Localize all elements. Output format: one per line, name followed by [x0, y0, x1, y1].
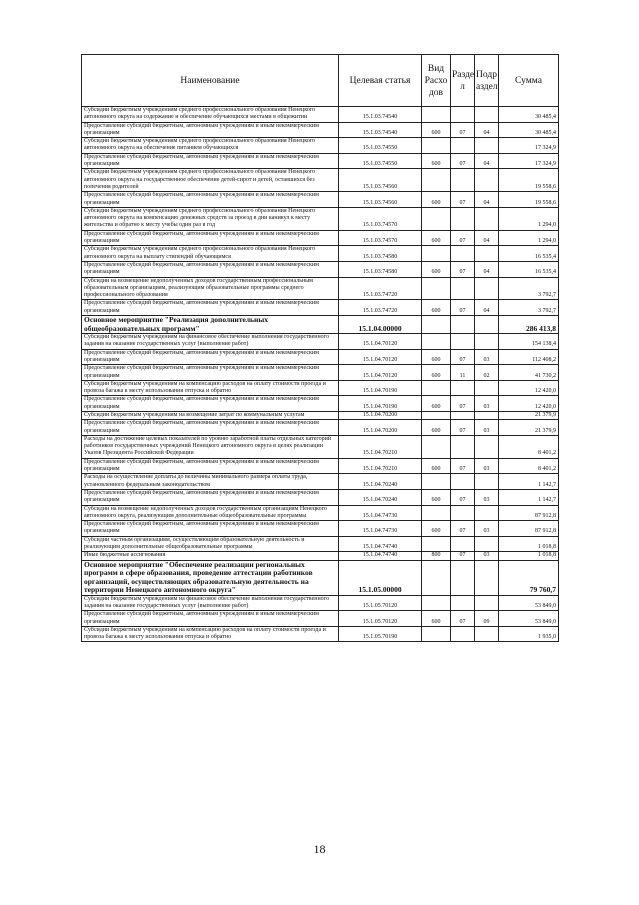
cell-expense-type: [422, 277, 451, 300]
cell-target-article: 15.1.03.74550: [339, 138, 422, 154]
cell-name: Субсидии бюджетным учреждениям на компенсацию расходов на оплату стоимости проезда и провоза багажа к месту использования отпуска и обратно: [82, 380, 339, 396]
cell-section: [451, 536, 475, 552]
cell-expense-type: [422, 207, 451, 230]
budget-table: [81, 54, 559, 642]
cell-section: [451, 277, 475, 300]
cell-subsection: [475, 380, 499, 396]
cell-expense-type: 600: [422, 230, 451, 246]
cell-target-article: 15.1.04.74730: [339, 521, 422, 537]
cell-target-article: 15.1.04.74740: [339, 552, 422, 560]
cell-expense-type: 800: [422, 552, 451, 560]
cell-target-article: 15.1.05.00000: [339, 560, 422, 595]
cell-target-article: 15.1.04.74740: [339, 536, 422, 552]
cell-section: [451, 107, 475, 123]
table-row: [82, 138, 559, 154]
header-section: Разде л: [451, 55, 475, 107]
cell-name: Субсидии бюджетным учреждениям среднего профессионального образования Ненецкого автономного округа на компенсацию денежных средств за проезд в дни каникул к месту жительства и обратно к месту учебы один раз в год: [82, 207, 339, 230]
cell-target-article: 15.1.03.74580: [339, 246, 422, 262]
cell-expense-type: 600: [422, 261, 451, 277]
header-name: Наименование: [82, 55, 339, 107]
cell-name: Субсидии бюджетным учреждениям на финансовое обеспечение выполнения государственного задания на оказание государственных услуг (выполнение работ): [82, 334, 339, 350]
cell-subsection: [475, 138, 499, 154]
cell-target-article: 15.1.03.74720: [339, 300, 422, 316]
cell-target-article: 15.1.04.70210: [339, 458, 422, 474]
table-row: [82, 396, 559, 412]
cell-target-article: 15.1.04.74730: [339, 505, 422, 521]
table-row: [82, 169, 559, 192]
cell-sum: 1 018,8: [499, 552, 559, 560]
cell-section: [451, 138, 475, 154]
cell-target-article: 15.1.03.74570: [339, 207, 422, 230]
header-expense-type: Вид Расхо дов: [422, 55, 451, 107]
cell-section: [451, 246, 475, 262]
cell-target-article: 15.1.05.70120: [339, 595, 422, 611]
cell-expense-type: [422, 626, 451, 642]
cell-target-article: 15.1.04.70120: [339, 349, 422, 365]
cell-subsection: [475, 277, 499, 300]
cell-expense-type: [422, 560, 451, 595]
cell-subsection: [475, 411, 499, 419]
cell-target-article: 15.1.03.74720: [339, 277, 422, 300]
cell-section: 07: [451, 396, 475, 412]
cell-name: Предоставление субсидий бюджетным, автономным учреждениям и иным некоммерческим организациям: [82, 153, 339, 169]
cell-expense-type: 600: [422, 458, 451, 474]
cell-expense-type: 600: [422, 521, 451, 537]
table-row: [82, 435, 559, 458]
cell-sum: 112 408,2: [499, 349, 559, 365]
table-row: [82, 489, 559, 505]
cell-name: Предоставление субсидий бюджетным, автономным учреждениям и иным некоммерческим организациям: [82, 122, 339, 138]
table-row: [82, 611, 559, 627]
cell-sum: 87 912,8: [499, 505, 559, 521]
cell-name: Предоставление субсидий бюджетным, автономным учреждениям и иным некоммерческим организациям: [82, 192, 339, 208]
cell-name: Основное мероприятие "Обеспечение реализации региональных программ в сфере образования, проведение аттестации работников организаций, осуществляющих образовательную деятельность на территории Ненецкого автономного округа": [82, 560, 339, 595]
cell-sum: 1 142,7: [499, 489, 559, 505]
cell-subsection: 03: [475, 349, 499, 365]
cell-name: Субсидии бюджетным учреждениям среднего профессионального образования Ненецкого автономного округа на выплату стипендий обучающимся: [82, 246, 339, 262]
cell-subsection: 03: [475, 552, 499, 560]
header-sum: Сумма: [499, 55, 559, 107]
cell-subsection: 02: [475, 365, 499, 381]
cell-sum: 8 401,2: [499, 458, 559, 474]
header-row: [82, 55, 559, 107]
cell-target-article: 15.1.04.00000: [339, 316, 422, 334]
cell-expense-type: [422, 474, 451, 490]
cell-sum: 17 324,9: [499, 153, 559, 169]
cell-name: Предоставление субсидий бюджетным, автономным учреждениям и иным некоммерческим организациям: [82, 489, 339, 505]
cell-expense-type: 600: [422, 489, 451, 505]
cell-sum: 1 935,0: [499, 626, 559, 642]
cell-name: Субсидии бюджетным учреждениям на финансовое обеспечение выполнения государственного задания на оказание государственных услуг (выполнение работ): [82, 595, 339, 611]
cell-subsection: [475, 169, 499, 192]
cell-subsection: [475, 536, 499, 552]
cell-section: 07: [451, 349, 475, 365]
cell-target-article: 15.1.04.70240: [339, 489, 422, 505]
table-row: [82, 153, 559, 169]
cell-sum: 19 558,6: [499, 192, 559, 208]
table-row: [82, 365, 559, 381]
table-row: [82, 595, 559, 611]
cell-expense-type: 600: [422, 349, 451, 365]
cell-target-article: 15.1.03.74570: [339, 230, 422, 246]
table-row: [82, 411, 559, 419]
cell-section: [451, 626, 475, 642]
table-row: [82, 300, 559, 316]
cell-sum: 21 379,9: [499, 420, 559, 436]
cell-name: Субсидии бюджетным учреждениям среднего профессионального образования Ненецкого автономного округа на обеспечение питанием обучающихся: [82, 138, 339, 154]
table-row: [82, 458, 559, 474]
cell-section: 07: [451, 300, 475, 316]
cell-target-article: 15.1.04.70200: [339, 420, 422, 436]
header-target-article: Целевая статья: [339, 55, 422, 107]
cell-target-article: 15.1.03.74560: [339, 169, 422, 192]
cell-subsection: 04: [475, 261, 499, 277]
cell-sum: 1 294,0: [499, 207, 559, 230]
cell-sum: 1 294,0: [499, 230, 559, 246]
table-row: [82, 505, 559, 521]
cell-expense-type: [422, 169, 451, 192]
table-body: [82, 107, 559, 642]
cell-target-article: 15.1.05.70190: [339, 626, 422, 642]
cell-name: Предоставление субсидий бюджетным, автономным учреждениям и иным некоммерческим организациям: [82, 300, 339, 316]
cell-expense-type: [422, 536, 451, 552]
cell-name: Предоставление субсидий бюджетным, автономным учреждениям и иным некоммерческим организациям: [82, 458, 339, 474]
cell-subsection: [475, 207, 499, 230]
table-row: [82, 349, 559, 365]
cell-target-article: 15.1.03.74580: [339, 261, 422, 277]
cell-sum: 3 792,7: [499, 277, 559, 300]
cell-name: Предоставление субсидий бюджетным, автономным учреждениям и иным некоммерческим организациям: [82, 420, 339, 436]
cell-target-article: 15.1.04.70120: [339, 334, 422, 350]
cell-expense-type: 600: [422, 192, 451, 208]
cell-expense-type: 600: [422, 153, 451, 169]
table-row: [82, 420, 559, 436]
cell-name: Предоставление субсидий бюджетным, автономным учреждениям и иным некоммерческим организациям: [82, 611, 339, 627]
cell-subsection: [475, 626, 499, 642]
table-header: [82, 55, 559, 107]
table-row: [82, 230, 559, 246]
cell-section: [451, 474, 475, 490]
table-row-main-activity: [82, 316, 559, 334]
cell-expense-type: 600: [422, 420, 451, 436]
table-row-main-activity: [82, 560, 559, 595]
cell-name: Предоставление субсидий бюджетным, автономным учреждениям и иным некоммерческим организациям: [82, 396, 339, 412]
cell-name: Предоставление субсидий бюджетным, автономным учреждениям и иным некоммерческим организациям: [82, 365, 339, 381]
cell-expense-type: [422, 595, 451, 611]
cell-target-article: 15.1.04.70190: [339, 396, 422, 412]
table-row: [82, 246, 559, 262]
cell-name: Предоставление субсидий бюджетным, автономным учреждениям и иным некоммерческим организациям: [82, 349, 339, 365]
cell-section: 07: [451, 122, 475, 138]
cell-sum: 53 849,0: [499, 611, 559, 627]
cell-expense-type: 600: [422, 396, 451, 412]
cell-sum: 16 535,4: [499, 246, 559, 262]
cell-name: Субсидии бюджетным учреждениям на возмещение затрат по коммунальным услугам: [82, 411, 339, 419]
cell-subsection: 03: [475, 396, 499, 412]
cell-section: 07: [451, 153, 475, 169]
cell-subsection: 04: [475, 300, 499, 316]
cell-name: Субсидии на возмещение недополученных доходов государственным организациям Ненецкого автономного округа, реализующим дополнительные общеобразовательные программы: [82, 505, 339, 521]
table-row: [82, 380, 559, 396]
cell-subsection: [475, 560, 499, 595]
cell-subsection: 03: [475, 489, 499, 505]
cell-section: 11: [451, 365, 475, 381]
cell-section: [451, 411, 475, 419]
cell-subsection: 03: [475, 420, 499, 436]
cell-section: 07: [451, 230, 475, 246]
cell-expense-type: [422, 380, 451, 396]
cell-expense-type: 600: [422, 365, 451, 381]
cell-target-article: 15.1.03.74540: [339, 107, 422, 123]
cell-expense-type: [422, 411, 451, 419]
cell-section: 07: [451, 458, 475, 474]
cell-subsection: 03: [475, 521, 499, 537]
cell-sum: 41 730,2: [499, 365, 559, 381]
cell-name: Субсидии частным организациям, осуществляющим образовательную деятельность и реализующим дополнительные общеобразовательные программы: [82, 536, 339, 552]
cell-target-article: 15.1.04.70200: [339, 411, 422, 419]
cell-sum: 17 324,9: [499, 138, 559, 154]
cell-target-article: 15.1.04.70190: [339, 380, 422, 396]
cell-name: Предоставление субсидий бюджетным, автономным учреждениям и иным некоммерческим организациям: [82, 261, 339, 277]
cell-section: 07: [451, 552, 475, 560]
cell-sum: 79 760,7: [499, 560, 559, 595]
cell-sum: 286 413,8: [499, 316, 559, 334]
cell-section: [451, 380, 475, 396]
cell-section: [451, 316, 475, 334]
table-row: [82, 521, 559, 537]
cell-sum: 3 792,7: [499, 300, 559, 316]
cell-section: [451, 595, 475, 611]
cell-sum: 1 142,7: [499, 474, 559, 490]
cell-name: Предоставление субсидий бюджетным, автономным учреждениям и иным некоммерческим организациям: [82, 521, 339, 537]
cell-section: 07: [451, 192, 475, 208]
cell-name: Расходы на достижение целевых показателей по уровню заработной платы отдельных категорий работников государственных учреждений Ненецкого автономного округа в целях реализации Указов Президента Российской Федерации: [82, 435, 339, 458]
cell-name: Субсидии бюджетным учреждениям на компенсацию расходов на оплату стоимости проезда и провоза багажа к месту использования отпуска и обратно: [82, 626, 339, 642]
cell-subsection: 09: [475, 611, 499, 627]
cell-subsection: 03: [475, 458, 499, 474]
cell-section: 07: [451, 489, 475, 505]
cell-expense-type: [422, 107, 451, 123]
cell-expense-type: [422, 138, 451, 154]
cell-subsection: [475, 246, 499, 262]
cell-expense-type: [422, 505, 451, 521]
table-row: [82, 192, 559, 208]
table-row: [82, 474, 559, 490]
cell-section: [451, 560, 475, 595]
cell-subsection: [475, 107, 499, 123]
table-row: [82, 552, 559, 560]
cell-target-article: 15.1.05.70120: [339, 611, 422, 627]
cell-expense-type: 600: [422, 300, 451, 316]
cell-sum: 21 379,9: [499, 411, 559, 419]
cell-section: [451, 435, 475, 458]
cell-name: Иные бюджетные ассигнования: [82, 552, 339, 560]
cell-subsection: 04: [475, 153, 499, 169]
cell-expense-type: 600: [422, 611, 451, 627]
table-row: [82, 536, 559, 552]
cell-subsection: [475, 505, 499, 521]
table-row: [82, 277, 559, 300]
cell-section: 07: [451, 521, 475, 537]
cell-sum: 12 420,0: [499, 396, 559, 412]
page-number: 18: [313, 842, 326, 856]
cell-sum: 87 912,8: [499, 521, 559, 537]
cell-section: [451, 169, 475, 192]
cell-sum: 30 485,4: [499, 122, 559, 138]
cell-name: Основное мероприятие "Реализация дополнительных общеобразовательных программ": [82, 316, 339, 334]
table-row: [82, 626, 559, 642]
cell-sum: 30 485,4: [499, 107, 559, 123]
cell-sum: 16 535,4: [499, 261, 559, 277]
cell-name: Субсидии бюджетным учреждениям среднего профессионального образования Ненецкого автономного округа на содержание и обеспечение обучающихся местами в общежитии: [82, 107, 339, 123]
cell-sum: 154 138,4: [499, 334, 559, 350]
cell-target-article: 15.1.03.74550: [339, 153, 422, 169]
cell-name: Субсидии на возмещение недополученных доходов государственным профессиональным образовательным организациям, реализующим образовательные программы среднего профессионального образования: [82, 277, 339, 300]
cell-target-article: 15.1.03.74540: [339, 122, 422, 138]
cell-sum: 8 401,2: [499, 435, 559, 458]
cell-name: Предоставление субсидий бюджетным, автономным учреждениям и иным некоммерческим организациям: [82, 230, 339, 246]
cell-expense-type: [422, 334, 451, 350]
cell-section: 07: [451, 611, 475, 627]
cell-name: Субсидии бюджетным учреждениям среднего профессионального образования Ненецкого автономного округа на государственное обеспечение детей-сирот и детей, оставшихся без попечения родителей: [82, 169, 339, 192]
cell-section: [451, 207, 475, 230]
cell-target-article: 15.1.04.70210: [339, 435, 422, 458]
cell-subsection: 04: [475, 122, 499, 138]
table-row: [82, 207, 559, 230]
cell-name: Расходы на осуществление доплаты до величины минимального размера оплаты труда, установленного федеральным законодательством: [82, 474, 339, 490]
table-row: [82, 107, 559, 123]
table-row: [82, 261, 559, 277]
cell-subsection: [475, 595, 499, 611]
cell-subsection: [475, 334, 499, 350]
cell-section: [451, 505, 475, 521]
cell-section: 07: [451, 261, 475, 277]
cell-subsection: 04: [475, 230, 499, 246]
cell-target-article: 15.1.03.74560: [339, 192, 422, 208]
cell-expense-type: 600: [422, 122, 451, 138]
cell-subsection: [475, 435, 499, 458]
cell-subsection: [475, 474, 499, 490]
cell-sum: 53 849,0: [499, 595, 559, 611]
cell-sum: 19 558,6: [499, 169, 559, 192]
cell-expense-type: [422, 316, 451, 334]
table-row: [82, 122, 559, 138]
cell-subsection: 04: [475, 192, 499, 208]
cell-subsection: [475, 316, 499, 334]
cell-expense-type: [422, 435, 451, 458]
cell-section: [451, 334, 475, 350]
header-subsection: Подр аздел: [475, 55, 499, 107]
table-row: [82, 334, 559, 350]
cell-sum: 1 018,8: [499, 536, 559, 552]
cell-expense-type: [422, 246, 451, 262]
cell-section: 07: [451, 420, 475, 436]
cell-sum: 12 420,0: [499, 380, 559, 396]
cell-target-article: 15.1.04.70120: [339, 365, 422, 381]
cell-target-article: 15.1.04.70240: [339, 474, 422, 490]
